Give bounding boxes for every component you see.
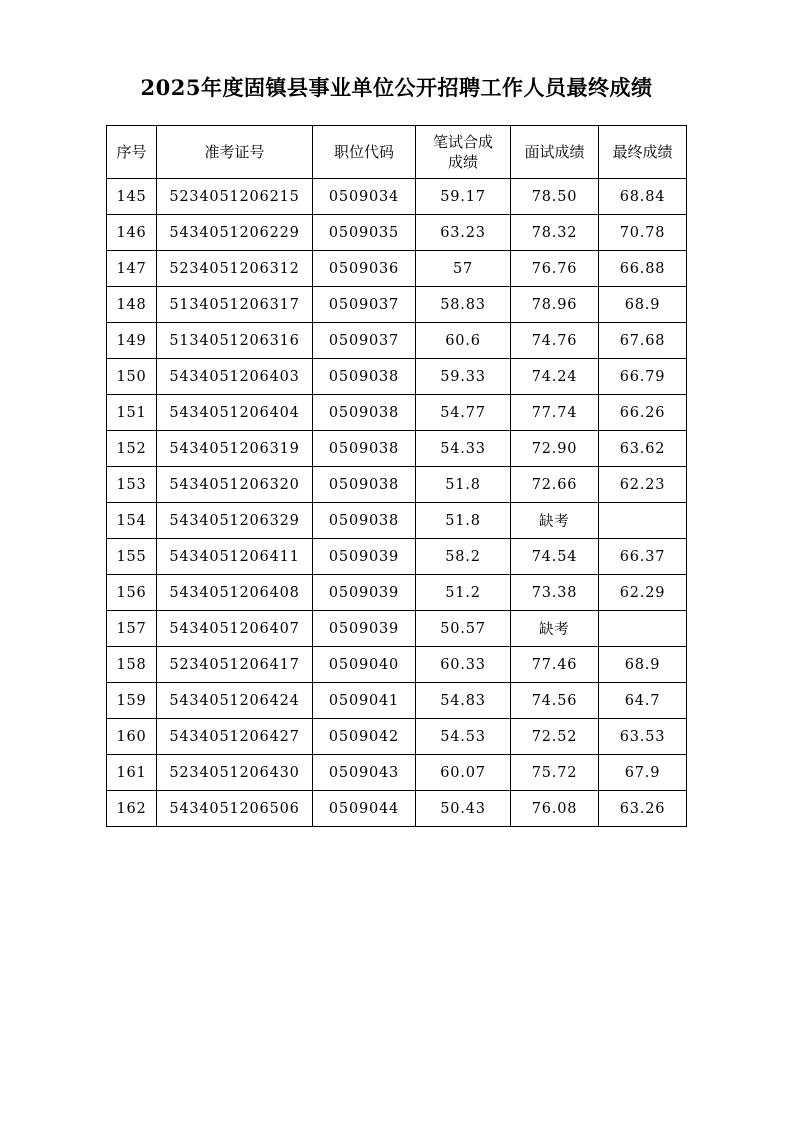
cell-seq: 151 [107, 395, 157, 431]
cell-final-score: 66.88 [599, 251, 687, 287]
cell-interview-score: 78.50 [511, 179, 599, 215]
cell-written-score: 57 [416, 251, 511, 287]
cell-seq: 148 [107, 287, 157, 323]
cell-seq: 153 [107, 467, 157, 503]
cell-interview-score: 76.08 [511, 791, 599, 827]
score-table [106, 125, 687, 827]
cell-written-score: 50.43 [416, 791, 511, 827]
cell-interview-score: 72.52 [511, 719, 599, 755]
cell-written-score: 51.2 [416, 575, 511, 611]
table-body [107, 179, 687, 827]
cell-written-score: 60.33 [416, 647, 511, 683]
cell-written-score: 58.2 [416, 539, 511, 575]
cell-final-score: 67.68 [599, 323, 687, 359]
cell-written-score: 59.33 [416, 359, 511, 395]
cell-final-score: 66.79 [599, 359, 687, 395]
table-row [107, 359, 687, 395]
cell-post-code: 0509038 [313, 467, 416, 503]
cell-final-score: 63.26 [599, 791, 687, 827]
cell-seq: 155 [107, 539, 157, 575]
cell-written-score: 54.33 [416, 431, 511, 467]
cell-final-score: 62.29 [599, 575, 687, 611]
table-row [107, 287, 687, 323]
cell-seq: 150 [107, 359, 157, 395]
cell-ticket: 5434051206403 [157, 359, 313, 395]
table-row [107, 647, 687, 683]
table-row [107, 539, 687, 575]
table-row [107, 467, 687, 503]
cell-post-code: 0509035 [313, 215, 416, 251]
cell-interview-score: 73.38 [511, 575, 599, 611]
cell-ticket: 5434051206320 [157, 467, 313, 503]
table-row [107, 755, 687, 791]
header-written-score: 笔试合成成绩 [416, 126, 511, 179]
cell-final-score: 68.9 [599, 647, 687, 683]
cell-written-score: 54.83 [416, 683, 511, 719]
table-row [107, 575, 687, 611]
header-interview-score: 面试成绩 [511, 126, 599, 179]
cell-final-score: 64.7 [599, 683, 687, 719]
cell-ticket: 5434051206411 [157, 539, 313, 575]
cell-seq: 161 [107, 755, 157, 791]
cell-written-score: 60.6 [416, 323, 511, 359]
cell-seq: 160 [107, 719, 157, 755]
cell-post-code: 0509044 [313, 791, 416, 827]
cell-written-score: 51.8 [416, 503, 511, 539]
table-row [107, 503, 687, 539]
table-row [107, 719, 687, 755]
cell-final-score: 66.26 [599, 395, 687, 431]
cell-written-score: 51.8 [416, 467, 511, 503]
cell-seq: 146 [107, 215, 157, 251]
cell-post-code: 0509043 [313, 755, 416, 791]
cell-ticket: 5134051206316 [157, 323, 313, 359]
cell-ticket: 5134051206317 [157, 287, 313, 323]
header-ticket: 准考证号 [157, 126, 313, 179]
cell-interview-score: 76.76 [511, 251, 599, 287]
cell-interview-score: 缺考 [511, 503, 599, 539]
cell-interview-score: 75.72 [511, 755, 599, 791]
cell-ticket: 5434051206404 [157, 395, 313, 431]
cell-post-code: 0509037 [313, 323, 416, 359]
cell-post-code: 0509041 [313, 683, 416, 719]
cell-ticket: 5234051206312 [157, 251, 313, 287]
cell-ticket: 5434051206506 [157, 791, 313, 827]
cell-final-score: 68.84 [599, 179, 687, 215]
cell-written-score: 58.83 [416, 287, 511, 323]
cell-post-code: 0509042 [313, 719, 416, 755]
table-header-row [107, 126, 687, 179]
cell-interview-score: 72.66 [511, 467, 599, 503]
cell-ticket: 5434051206407 [157, 611, 313, 647]
table-row [107, 179, 687, 215]
cell-seq: 149 [107, 323, 157, 359]
cell-post-code: 0509038 [313, 395, 416, 431]
header-seq: 序号 [107, 126, 157, 179]
table-row [107, 683, 687, 719]
cell-post-code: 0509036 [313, 251, 416, 287]
header-post-code: 职位代码 [313, 126, 416, 179]
cell-post-code: 0509037 [313, 287, 416, 323]
cell-ticket: 5434051206424 [157, 683, 313, 719]
cell-seq: 159 [107, 683, 157, 719]
cell-interview-score: 缺考 [511, 611, 599, 647]
cell-interview-score: 78.96 [511, 287, 599, 323]
cell-final-score: 66.37 [599, 539, 687, 575]
cell-written-score: 54.53 [416, 719, 511, 755]
cell-written-score: 54.77 [416, 395, 511, 431]
table-row [107, 611, 687, 647]
cell-interview-score: 74.24 [511, 359, 599, 395]
cell-interview-score: 77.46 [511, 647, 599, 683]
cell-final-score [599, 503, 687, 539]
cell-interview-score: 78.32 [511, 215, 599, 251]
page-title: 2025年度固镇县事业单位公开招聘工作人员最终成绩 [140, 75, 653, 100]
table-row [107, 395, 687, 431]
cell-final-score [599, 611, 687, 647]
cell-interview-score: 74.76 [511, 323, 599, 359]
cell-post-code: 0509039 [313, 611, 416, 647]
cell-ticket: 5234051206417 [157, 647, 313, 683]
cell-written-score: 50.57 [416, 611, 511, 647]
cell-seq: 152 [107, 431, 157, 467]
cell-final-score: 63.53 [599, 719, 687, 755]
cell-seq: 154 [107, 503, 157, 539]
cell-seq: 145 [107, 179, 157, 215]
cell-interview-score: 77.74 [511, 395, 599, 431]
cell-final-score: 62.23 [599, 467, 687, 503]
header-final-score: 最终成绩 [599, 126, 687, 179]
cell-seq: 157 [107, 611, 157, 647]
table-row [107, 791, 687, 827]
cell-post-code: 0509039 [313, 575, 416, 611]
cell-post-code: 0509038 [313, 503, 416, 539]
cell-final-score: 68.9 [599, 287, 687, 323]
cell-written-score: 63.23 [416, 215, 511, 251]
cell-seq: 156 [107, 575, 157, 611]
table-row [107, 251, 687, 287]
cell-interview-score: 74.54 [511, 539, 599, 575]
cell-seq: 147 [107, 251, 157, 287]
cell-final-score: 70.78 [599, 215, 687, 251]
table-row [107, 431, 687, 467]
cell-ticket: 5434051206329 [157, 503, 313, 539]
cell-post-code: 0509038 [313, 359, 416, 395]
cell-interview-score: 72.90 [511, 431, 599, 467]
cell-post-code: 0509040 [313, 647, 416, 683]
cell-ticket: 5234051206430 [157, 755, 313, 791]
cell-written-score: 60.07 [416, 755, 511, 791]
cell-ticket: 5434051206408 [157, 575, 313, 611]
cell-final-score: 67.9 [599, 755, 687, 791]
cell-interview-score: 74.56 [511, 683, 599, 719]
table-row [107, 323, 687, 359]
cell-written-score: 59.17 [416, 179, 511, 215]
cell-post-code: 0509039 [313, 539, 416, 575]
cell-final-score: 63.62 [599, 431, 687, 467]
cell-seq: 158 [107, 647, 157, 683]
cell-seq: 162 [107, 791, 157, 827]
cell-ticket: 5434051206319 [157, 431, 313, 467]
cell-ticket: 5234051206215 [157, 179, 313, 215]
cell-post-code: 0509034 [313, 179, 416, 215]
cell-ticket: 5434051206229 [157, 215, 313, 251]
cell-ticket: 5434051206427 [157, 719, 313, 755]
table-row [107, 215, 687, 251]
cell-post-code: 0509038 [313, 431, 416, 467]
